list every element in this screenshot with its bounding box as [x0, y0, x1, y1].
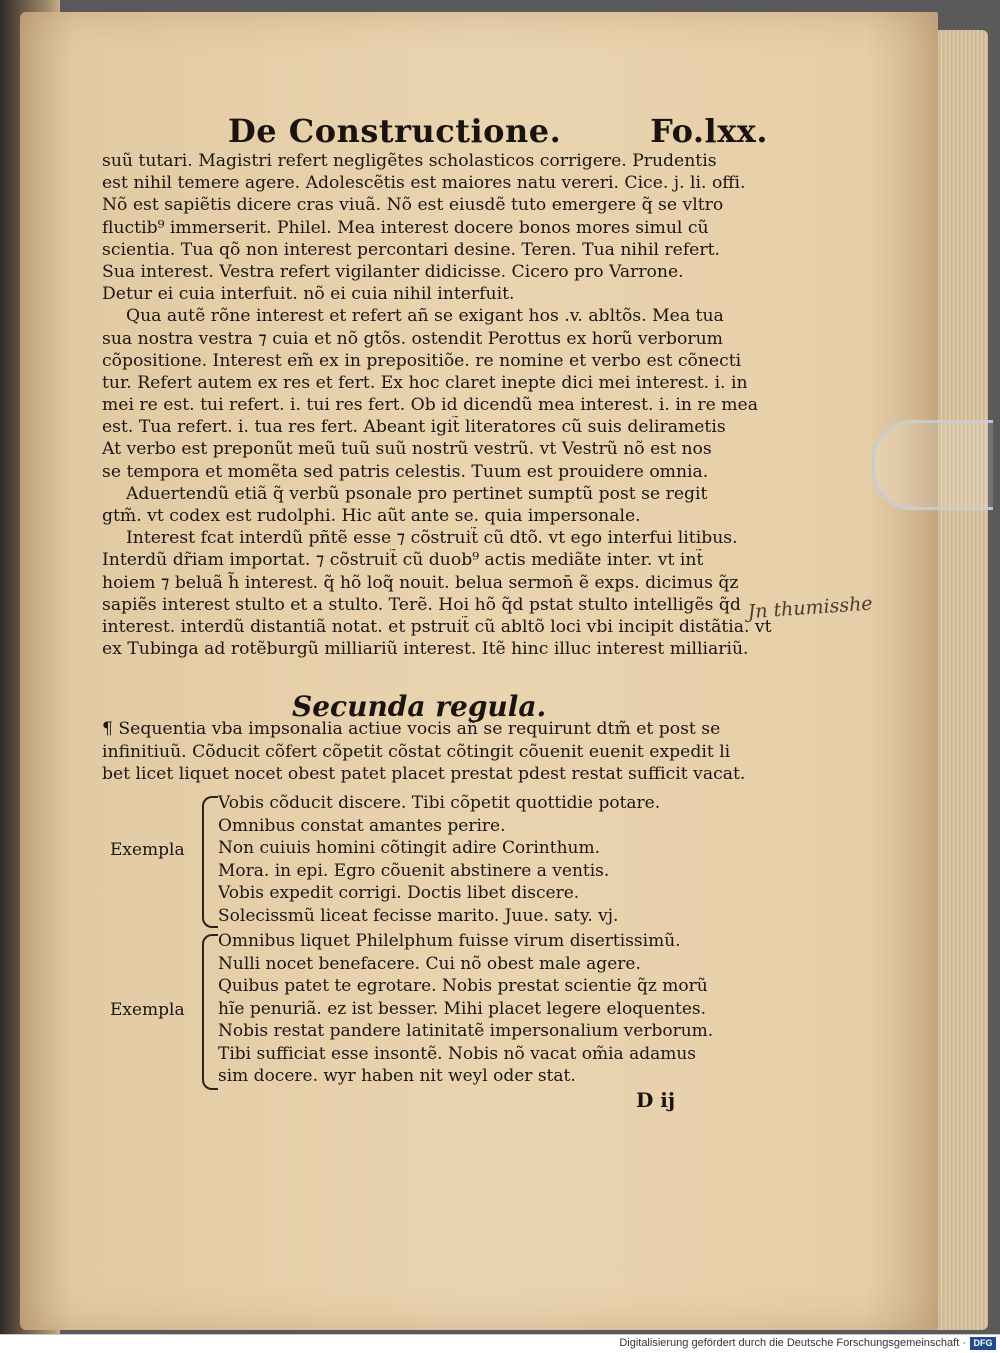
text-line: mei re est. tui refert. i. tui res fert. Ob id dicendũ mea interest. i. in re mea — [102, 395, 758, 416]
running-head-title: De Constructione. — [228, 112, 562, 150]
text-line: Aduertendũ etiã q̃ verbũ psonale pro pertinet sumptũ post se regit — [126, 483, 708, 504]
text-line: Detur ei cuia interfuit. nõ ei cuia nihil interfuit. — [102, 284, 515, 305]
text-line: Sua interest. Vestra refert vigilanter didicisse. Cicero pro Varrone. — [102, 261, 684, 282]
example-line: hĩe penuriã. ez ist besser. Mihi placet legere eloquentes. — [218, 998, 707, 1019]
text-line: suũ tutari. Magistri refert negligẽtes scholasticos corrigere. Prudentis — [102, 151, 717, 171]
example-line: Vobis cõducit discere. Tibi cõpetit quottidie potare. — [218, 793, 661, 813]
dfg-logo-icon: DFG — [970, 1337, 996, 1350]
brace-icon — [202, 934, 218, 1090]
rule-line: infinitiuũ. Cõducit cõfert cõpetit cõstat cõtingit cõuenit euenit expedit li — [102, 741, 731, 762]
page-clip — [872, 420, 993, 510]
example-group-1 — [110, 792, 770, 932]
text-line: ex Tubinga ad rotẽburgũ milliariũ interest. Itẽ hinc illuc interest milliariũ. — [102, 639, 749, 660]
text-line: fluctib⁹ immerserit. Philel. Mea interest docere bonos mores simul cũ — [102, 217, 709, 238]
example-line: Omnibus constat amantes perire. — [218, 815, 506, 836]
text-line: interest. interdũ distantiã notat. et pstruit̃ cũ abltõ loci vbi incipit distãtia. vt — [102, 616, 772, 637]
example-line: Non cuiuis homini cõtingit adire Corinthum. — [218, 838, 600, 858]
example-line: Omnibus liquet Philelphum fuisse virum disertissimũ. — [218, 931, 681, 951]
rule-text — [102, 718, 772, 786]
brace-icon — [202, 796, 218, 928]
text-line: tur. Refert autem ex res et fert. Ex hoc claret inepte dici mei interest. i. in — [102, 372, 748, 393]
example-line: sim docere. wyr haben nit weyl oder stat. — [218, 1066, 576, 1086]
text-line: cõpositione. Interest em̃ ex in prepositiõe. re nomine et verbo est cõnecti — [102, 350, 742, 371]
folio-number: Fo.lxx. — [650, 112, 768, 150]
text-line: Nõ est sapiẽtis dicere cras viuã. Nõ est eiusdẽ tuto emergere q̃ se vltro — [102, 195, 724, 216]
text-line: se tempora et momẽta sed patris celestis. Tuum est prouidere omnia. — [102, 461, 709, 482]
example-group-2 — [110, 930, 770, 1092]
example-line: Nulli nocet benefacere. Cui nõ obest male agere. — [218, 953, 641, 974]
example-line: Vobis expedit corrigi. Doctis libet discere. — [218, 883, 580, 903]
text-line: Interdũ dr̃iam importat. ⁊ cõstruit̃ cũ duob⁹ actis mediãte inter. vt int̃ — [102, 550, 704, 571]
text-line: est nihil temere agere. Adolescẽtis est maiores natu vereri. Cice. j. li. offi. — [102, 173, 746, 194]
example-line: Quibus patet te egrotare. Nobis prestat scientie q̃z morũ — [218, 976, 708, 996]
example-label: Exempla — [110, 840, 185, 860]
example-line: Nobis restat pandere latinitatẽ impersonalium verborum. — [218, 1021, 714, 1041]
example-lines — [218, 792, 778, 927]
example-lines — [218, 930, 778, 1088]
handwritten-margin-note: Jn thumisshe — [746, 592, 874, 624]
example-line: Solecissmũ liceat fecisse marito. Juue. saty. vj. — [218, 905, 619, 926]
example-line: Tibi sufficiat esse insontẽ. Nobis nõ vacat om̃ia adamus — [218, 1043, 697, 1064]
text-line: Qua autẽ rõne interest et refert añ se exigant hos .v. abltõs. Mea tua — [126, 306, 724, 327]
section-heading: Secunda regula. — [292, 690, 547, 723]
footer-bar — [0, 1334, 1000, 1353]
text-line: At verbo est preponũt meũ tuũ suũ nostrũ vestrũ. vt Vestrũ nõ est nos — [102, 439, 712, 460]
rule-line: bet licet liquet nocet obest patet placet prestat pdest restat sufficit vacat. — [102, 764, 746, 784]
text-line: hoiem ⁊ beluã h̃ interest. q̃ hõ loq̃ nouit. belua sermon̄ ẽ exps. dicimus q̃z — [102, 572, 739, 593]
text-line: sua nostra vestra ⁊ cuia et nõ gtõs. ostendit Perottus ex horũ verborum — [102, 328, 723, 349]
body-text — [102, 150, 772, 660]
text-line: gtm̃. vt codex est rudolphi. Hic aũt ante se. quia impersonale. — [102, 506, 641, 526]
text-line: est. Tua refert. i. tua res fert. Abeant igit̃ literatores cũ suis delirametis — [102, 417, 726, 438]
example-line: Mora. in epi. Egro cõuenit abstinere a ventis. — [218, 860, 610, 881]
example-label: Exempla — [110, 1000, 185, 1020]
text-line: Interest fcat interdũ pñtẽ esse ⁊ cõstruit̃ cũ dtõ. vt ego interfui litibus. — [126, 528, 738, 549]
rule-line: ¶ Sequentia vba impsonalia actiue vocis añ se requirunt dtm̃ et post se — [102, 719, 721, 739]
footer-credit: Digitalisierung gefördert durch die Deutsche Forschungsgemeinschaft · — [619, 1337, 966, 1349]
text-line: scientia. Tua qõ non interest percontari desine. Teren. Tua nihil refert. — [102, 239, 720, 260]
text-line: sapiẽs interest stulto et a stulto. Terẽ. Hoi hõ q̃d pstat stulto intelligẽs q̃d — [102, 594, 741, 615]
page-edges — [930, 30, 988, 1330]
signature-mark: D ij — [636, 1088, 676, 1112]
